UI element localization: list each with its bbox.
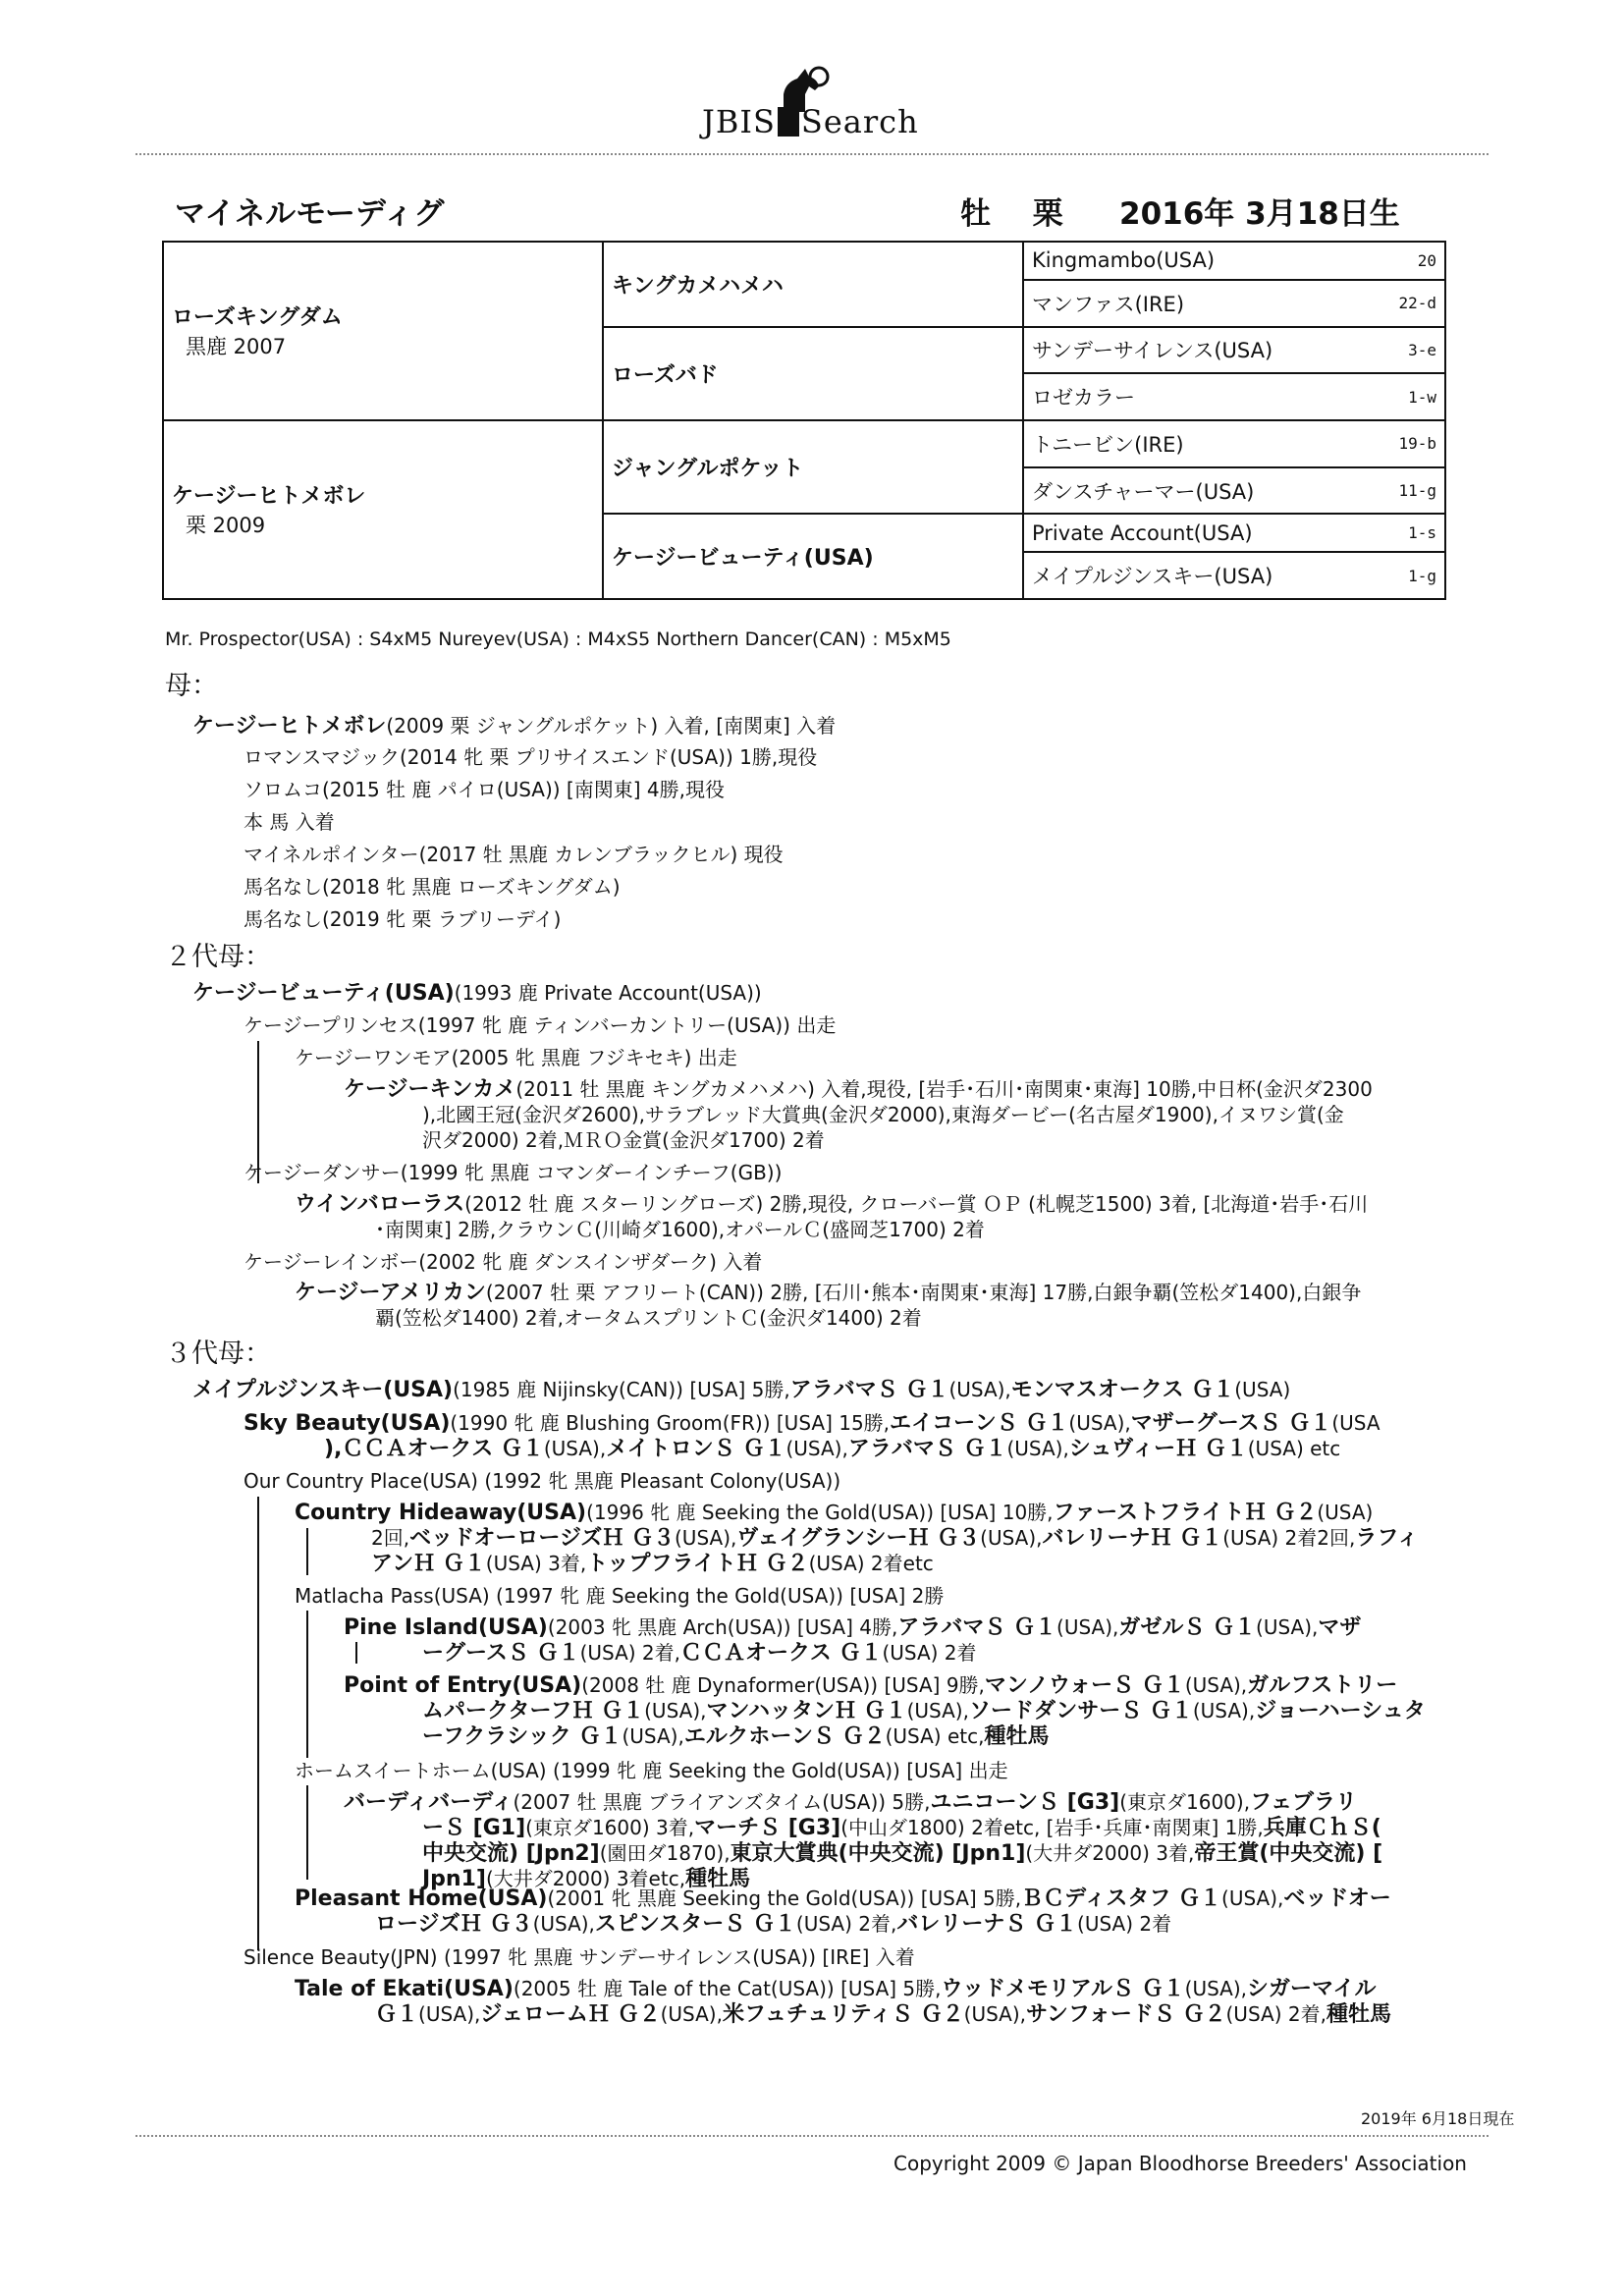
- offspring-line: Point of Entry(USA)(2008 牡 鹿 Dynaformer(USA)) [USA] 9勝,マンノウォーＳ Ｇ１(USA),ガルフストリー: [344, 1673, 1398, 1698]
- offspring-line: ケージープリンセス(1997 牝 鹿 ティンバーカントリー(USA)) 出走: [244, 1013, 837, 1037]
- offspring-line: Sky Beauty(USA)(1990 牝 鹿 Blushing Groom(FR)) [USA] 15勝,エイコーンＳ Ｇ１(USA),マザーグースＳ Ｇ１(USA: [244, 1411, 1380, 1436]
- 2nd-dam-line: ケージービューティ(USA)(1993 鹿 Private Account(USA)): [192, 981, 762, 1006]
- offspring-line: Country Hideaway(USA)(1996 牝 鹿 Seeking the Gold(USA)) [USA] 10勝,ファーストフライトＨ Ｇ２(USA): [295, 1501, 1374, 1525]
- offspring-line: バーディバーディ(2007 牡 黒鹿 ブライアンズタイム(USA)) 5勝,ユニコーンＳ [G3](東京ダ1600),フェブラリ: [344, 1790, 1357, 1815]
- 3rd-dam-line: メイプルジンスキー(USA)(1985 鹿 Nijinsky(CAN)) [USA] 5勝,アラバマＳ Ｇ１(USA),モンマスオークス Ｇ１(USA): [192, 1378, 1291, 1402]
- offspring-line-cont: ),ＣＣＡオークス Ｇ１(USA),メイトロンＳ Ｇ１(USA),アラバマＳ Ｇ１(USA),シュヴィーＨ Ｇ１(USA) etc: [324, 1437, 1341, 1461]
- offspring-line-cont: ),北國王冠(金沢ダ2600),サラブレッド大賞典(金沢ダ2000),東海ダービー(名古屋ダ1900),イヌワシ賞(金: [422, 1103, 1344, 1126]
- offspring-line: ソロムコ(2015 牡 鹿 パイロ(USA)) [南関東] 4勝,現役: [244, 778, 725, 801]
- tree-line: [306, 1611, 308, 1758]
- dam-cell: ケージーヒトメボレ 栗 2009: [163, 420, 603, 599]
- offspring-line: Matlacha Pass(USA) (1997 牝 鹿 Seeking the Gold(USA)) [USA] 2勝: [295, 1584, 945, 1608]
- section-2nd-dam-header: ２代母：: [165, 942, 271, 972]
- offspring-line: ケージーアメリカン(2007 牡 栗 アフリート(CAN)) 2勝, [石川･熊本･南関東･東海] 17勝,白銀争覇(笠松ダ1400),白銀争: [295, 1281, 1362, 1305]
- tree-line: [355, 1642, 357, 1664]
- offspring-line-cont: Ｇ１(USA),ジェロームＨ Ｇ２(USA),米フュチュリティＳ Ｇ２(USA),サンフォードＳ Ｇ２(USA) 2着,種牡馬: [375, 2002, 1391, 2027]
- offspring-line-cont: ーフクラシック Ｇ１(USA),エルクホーンＳ Ｇ２(USA) etc,種牡馬: [422, 1724, 1050, 1749]
- tree-line: [257, 1497, 259, 1950]
- horse-birth: 2016年 3月18日生: [1119, 196, 1400, 232]
- offspring-line: Pine Island(USA)(2003 牝 黒鹿 Arch(USA)) [USA] 4勝,アラバマＳ Ｇ１(USA),ガゼルＳ Ｇ１(USA),マザ: [344, 1615, 1362, 1640]
- sire-sire: キングカメハメハ: [612, 273, 784, 299]
- tree-line: [306, 1785, 308, 1880]
- dam-line: ケージーヒトメボレ(2009 栗 ジャングルポケット) 入着, [南関東] 入着: [192, 714, 837, 738]
- section-3rd-dam-header: ３代母：: [165, 1339, 271, 1369]
- offspring-line-cont: Jpn1](大井ダ2000) 3着etc,種牡馬: [422, 1867, 751, 1891]
- offspring-line: 馬名なし(2019 牝 栗 ラブリーデイ): [244, 907, 562, 931]
- dam-dam: ケージービューティ(USA): [612, 546, 874, 572]
- offspring-line-cont: 沢ダ2000) 2着,ＭＲＯ金賞(金沢ダ1700) 2着: [422, 1128, 825, 1152]
- offspring-line: 本 馬 入着: [244, 810, 335, 834]
- offspring-line: Silence Beauty(JPN) (1997 牝 黒鹿 サンデーサイレンス(USA)) [IRE] 入着: [244, 1945, 915, 1969]
- offspring-line-cont: ･南関東] 2勝,クラウンＣ(川崎ダ1600),オパールＣ(盛岡芝1700) 2着: [375, 1218, 985, 1241]
- section-dam-header: 母：: [165, 671, 218, 701]
- inbreeding: Mr. Prospector(USA) : S4xM5 Nureyev(USA) : M4xS5 Northern Dancer(CAN) : M5xM5: [165, 629, 951, 650]
- offspring-line: Our Country Place(USA) (1992 牝 黒鹿 Pleasant Colony(USA)): [244, 1469, 841, 1493]
- offspring-line-cont: ーグースＳ Ｇ１(USA) 2着,ＣＣＡオークス Ｇ１(USA) 2着: [422, 1641, 977, 1666]
- horse-sex-color: 牡 栗: [960, 196, 1079, 232]
- offspring-line: ケージーダンサー(1999 牝 黒鹿 コマンダーインチーフ(GB)): [244, 1161, 783, 1184]
- offspring-line: マイネルポインター(2017 牡 黒鹿 カレンブラックヒル) 現役: [244, 843, 784, 866]
- tree-line: [306, 1528, 308, 1575]
- offspring-line-cont: ムパークターフＨ Ｇ１(USA),マンハッタンＨ Ｇ１(USA),ソードダンサーＳ Ｇ１(USA),ジョーハーシュタ: [422, 1699, 1426, 1723]
- offspring-line: Tale of Ekati(USA)(2005 牡 鹿 Tale of the Cat(USA)) [USA] 5勝,ウッドメモリアルＳ Ｇ１(USA),シガーマイル: [295, 1977, 1377, 2001]
- horse-name: マイネルモーディグ: [175, 196, 445, 232]
- offspring-line-cont: 2回,ベッドオーロージズＨ Ｇ３(USA),ヴェイグランシーＨ Ｇ３(USA),バレリーナＨ Ｇ１(USA) 2着2回,ラフィ: [371, 1526, 1419, 1551]
- offspring-line: ホームスイートホーム(USA) (1999 牝 鹿 Seeking the Gold(USA)) [USA] 出走: [295, 1759, 1008, 1782]
- offspring-line-cont: ロージズＨ Ｇ３(USA),スピンスターＳ Ｇ１(USA) 2着,バレリーナＳ Ｇ１(USA) 2着: [375, 1912, 1172, 1937]
- offspring-line: 馬名なし(2018 牝 黒鹿 ローズキングダム): [244, 875, 621, 899]
- offspring-line: ケージーレインボー(2002 牝 鹿 ダンスインザダーク) 入着: [244, 1250, 763, 1274]
- offspring-line: ケージーワンモア(2005 牝 黒鹿 フジキセキ) 出走: [295, 1046, 737, 1069]
- offspring-line: ケージーキンカメ(2011 牡 黒鹿 キングカメハメハ) 入着,現役, [岩手･石川･南関東･東海] 10勝,中日杯(金沢ダ2300: [344, 1077, 1373, 1102]
- offspring-line-cont: 覇(笠松ダ1400) 2着,オータムスプリントＣ(金沢ダ1400) 2着: [375, 1306, 922, 1330]
- sire-dam: ローズバド: [612, 362, 719, 388]
- logo-box-icon: [778, 107, 799, 137]
- sire-cell: ローズキングダム 黒鹿 2007: [163, 242, 603, 420]
- as-of-date: 2019年 6月18日現在: [1361, 2109, 1515, 2128]
- copyright: Copyright 2009 © Japan Bloodhorse Breeders' Association: [893, 2152, 1467, 2175]
- offspring-line-cont: 中央交流) [Jpn2](園田ダ1870),東京大賞典(中央交流) [Jpn1](大井ダ2000) 3着,帝王賞(中央交流) [: [422, 1841, 1383, 1866]
- footer-rule: [135, 2135, 1489, 2137]
- dam-sire: ジャングルポケット: [612, 457, 804, 482]
- offspring-line-cont: ーＳ [G1](東京ダ1600) 3着,マーチＳ [G3](中山ダ1800) 2着etc, [岩手･兵庫･南関東] 1勝,兵庫ＣｈＳ(: [422, 1816, 1381, 1840]
- offspring-line: Pleasant Home(USA)(2001 牝 黒鹿 Seeking the Gold(USA)) [USA] 5勝,ＢＣディスタフ Ｇ１(USA),ベッドオー: [295, 1886, 1391, 1911]
- header-rule: [135, 153, 1489, 155]
- offspring-line: ロマンスマジック(2014 牝 栗 プリサイスエンド(USA)) 1勝,現役: [244, 745, 818, 769]
- jbis-logo: JBIS Search: [702, 103, 919, 140]
- offspring-line: ウインバローラス(2012 牡 鹿 スターリングローズ) 2勝,現役, クローバー賞 ＯＰ (札幌芝1500) 3着, [北海道･岩手･石川: [295, 1192, 1369, 1217]
- offspring-line-cont: アンＨ Ｇ１(USA) 3着,トップフライトＨ Ｇ２(USA) 2着etc: [371, 1552, 934, 1576]
- pedigree-table: ローズキングダム 黒鹿 2007 キングカメハメハ Kingmambo(USA) 20 マンファス(IRE) 22-d ローズバド サンデーサイレンス(USA) 3-e ロゼカラー 1-w ケージーヒトメボレ 栗 2009 ジャングルポケット トニービン(IRE) 19-b ダンスチャーマー(USA) 11-g ケージービューティ(USA) Private Account(USA) 1-s メイプルジンスキー(USA) 1-g: [162, 241, 1446, 600]
